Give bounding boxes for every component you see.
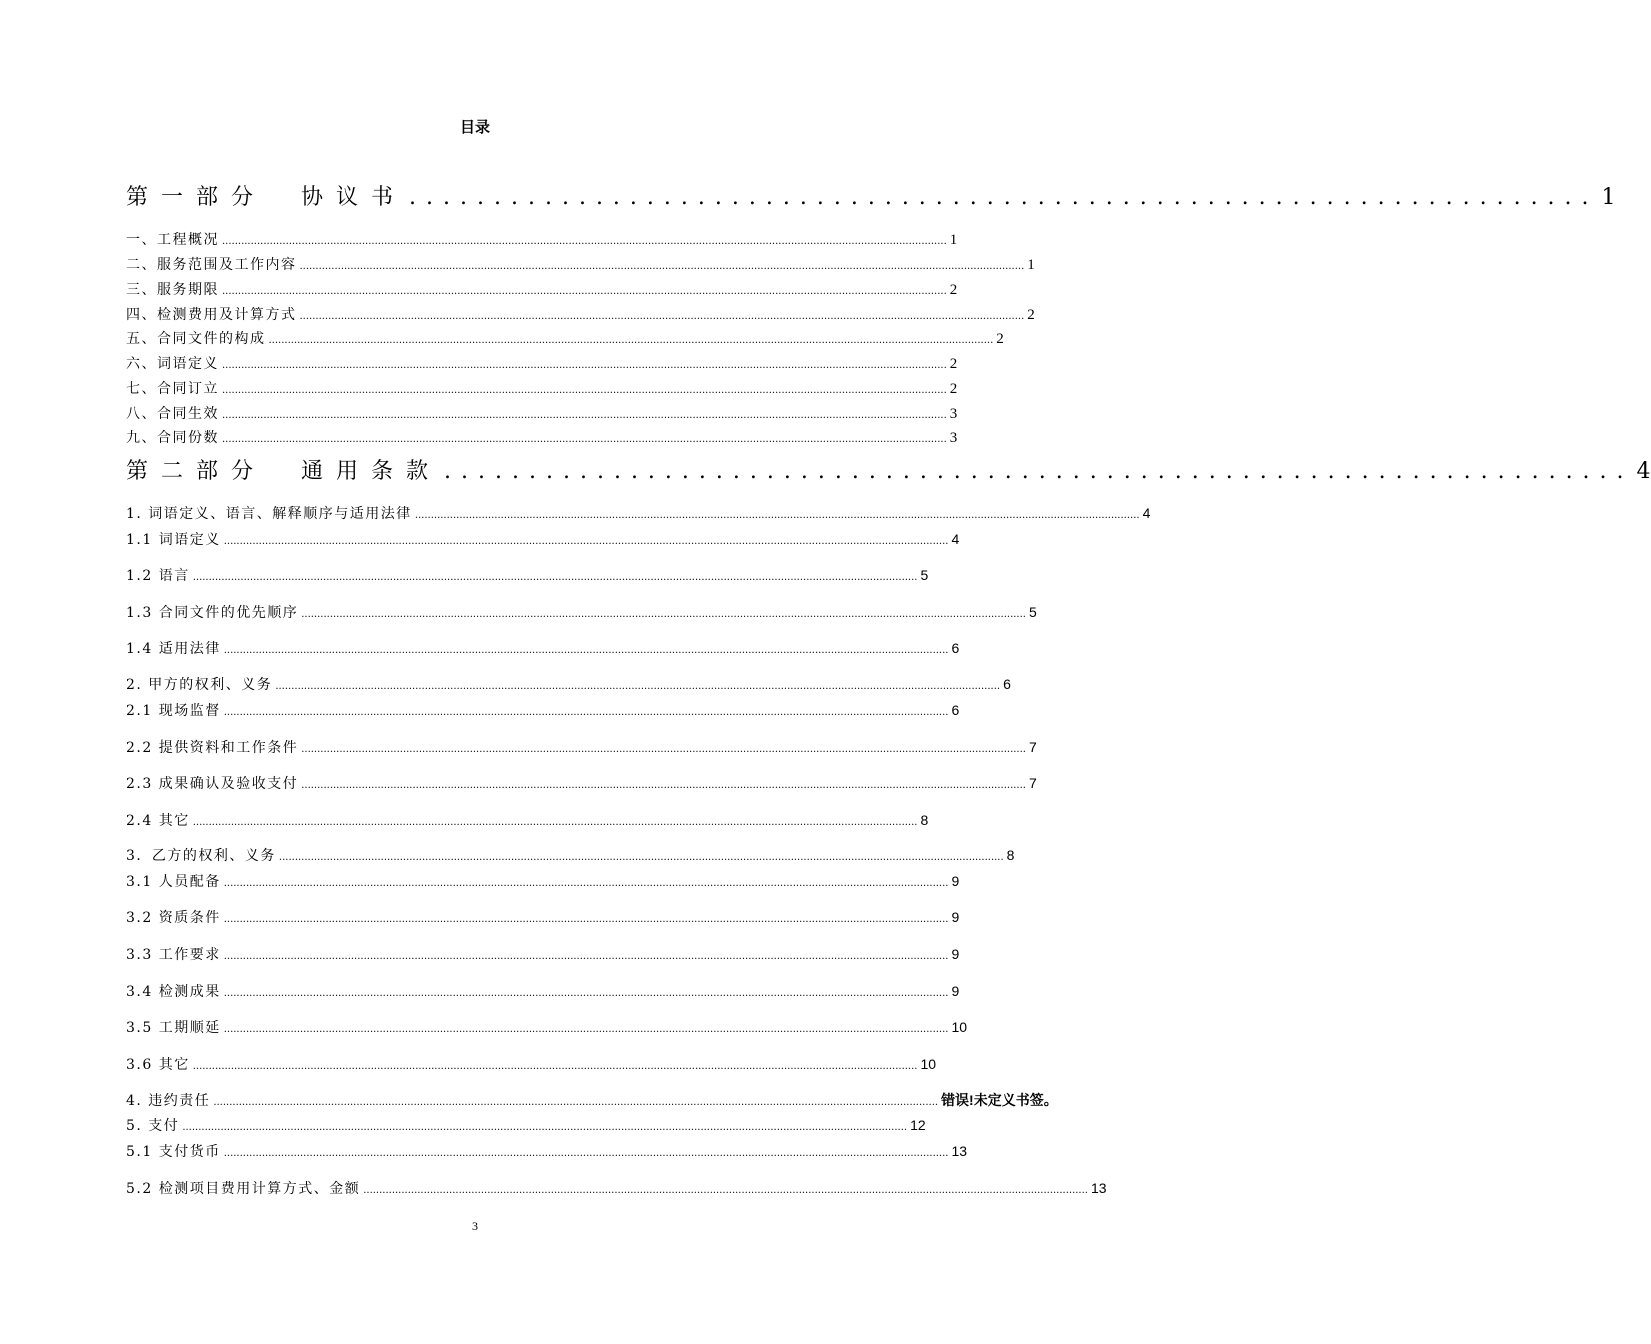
- toc-entry-page: 3: [949, 406, 958, 422]
- toc-entry[interactable]: [126, 229, 958, 249]
- toc-title: 目录: [459, 118, 490, 136]
- toc-entry[interactable]: [126, 529, 960, 549]
- toc-dot-leader: ....................................................................................................................................................................................................................................: [222, 360, 947, 371]
- toc-dot-leader: ....................................................................................................................................................................................................................................: [278, 852, 1004, 863]
- toc-part2-heading[interactable]: [126, 454, 1651, 485]
- toc-entry[interactable]: [126, 737, 1037, 757]
- toc-entry-label: 1. 词语定义、语言、解释顺序与适用法律: [126, 506, 412, 522]
- toc-entry-label: 4. 违约责任: [126, 1093, 211, 1109]
- toc-entry[interactable]: [126, 403, 958, 423]
- toc-entry-label: 1.3 合同文件的优先顺序: [126, 605, 299, 621]
- toc-entry-label: 5.1 支付货币: [126, 1144, 221, 1160]
- toc-entry-page: 1: [1027, 257, 1035, 273]
- toc-entry-label: 5. 支付: [126, 1118, 180, 1134]
- toc-entry-page: 7: [1028, 775, 1037, 791]
- toc-dot-leader: ....................................................................................................................................................................................................................................: [301, 780, 1026, 791]
- toc-dot-leader: ....................................................................................................................................................................................................................................: [223, 645, 949, 656]
- toc-entry[interactable]: [126, 602, 1037, 622]
- toc-entry-page: 9: [951, 909, 960, 925]
- toc-entry[interactable]: [126, 907, 960, 927]
- toc-entry-label: 七、合同订立: [126, 381, 219, 397]
- toc-entry-label: 五、合同文件的构成: [126, 331, 266, 347]
- toc-entry[interactable]: [126, 845, 1015, 865]
- toc-entry-page: 2: [949, 282, 958, 298]
- toc-part2-label: 第二部分 通用条款: [126, 459, 442, 484]
- toc-entry-label: 四、检测费用及计算方式: [126, 307, 297, 323]
- toc-entry[interactable]: [126, 871, 960, 891]
- toc-dot-leader: ....................................................................................................................................................................................................................................: [275, 681, 1001, 692]
- toc-entry-label: 3.6 其它: [126, 1057, 190, 1073]
- toc-entry[interactable]: [126, 674, 1011, 694]
- toc-entry-page: 7: [1028, 739, 1037, 755]
- toc-entry-label: 3.5 工期顺延: [126, 1020, 221, 1036]
- toc-dot-leader: ....................................................................................................................................................................................................................................: [223, 1024, 949, 1035]
- toc-dot-leader: ....................................................................................................................................................................................................................................: [222, 236, 947, 247]
- toc-entry-label: 3．乙方的权利、义务: [126, 848, 276, 864]
- toc-dot-leader: ....................................................................................................................................................................................................................................: [222, 410, 947, 421]
- toc-entry-page: 10: [920, 1056, 937, 1072]
- toc-entry[interactable]: [126, 1054, 937, 1074]
- toc-dot-leader: ....................................................................................................................................................................................................................................: [223, 988, 949, 999]
- toc-dot-leader: ....................................................................................................................................................................................................................................: [223, 536, 949, 547]
- toc-entry-label: 1.4 适用法律: [126, 641, 221, 657]
- toc-entry-page: 2: [949, 381, 958, 397]
- toc-entry-label: 一、工程概况: [126, 232, 219, 248]
- toc-entry-label: 2.3 成果确认及验收支付: [126, 776, 299, 792]
- toc-entry-page: 2: [949, 356, 958, 372]
- toc-entry[interactable]: [126, 1090, 1058, 1110]
- toc-entry[interactable]: [126, 981, 960, 1001]
- toc-entry-page: 6: [951, 702, 960, 718]
- toc-part2-page: 4: [1636, 459, 1651, 484]
- toc-entry-label: 2.2 提供资料和工作条件: [126, 740, 299, 756]
- toc-dot-leader: ......................................................................: [409, 185, 1599, 210]
- toc-dot-leader: ....................................................................................................................................................................................................................................: [268, 335, 994, 346]
- toc-entry-page: 9: [951, 946, 960, 962]
- toc-dot-leader: ....................................................................................................................................................................................................................................: [192, 572, 918, 583]
- toc-entry-page: 5: [920, 567, 929, 583]
- toc-dot-leader: ....................................................................................................................................................................................................................................: [223, 1148, 949, 1159]
- toc-entry-page: 2: [1027, 307, 1035, 323]
- toc-entry[interactable]: [126, 810, 929, 830]
- toc-dot-leader: ....................................................................................................................................................................................................................................: [363, 1185, 1088, 1196]
- toc-entry-page: 10: [951, 1019, 968, 1035]
- toc-entry[interactable]: [126, 279, 958, 299]
- toc-dot-leader: ....................................................................................................................................................................................................................................: [192, 1061, 918, 1072]
- page-number-footer: 3: [472, 1219, 478, 1233]
- toc-entry-page: 9: [951, 983, 960, 999]
- toc-entry-page: 8: [1006, 847, 1015, 863]
- toc-dot-leader: ....................................................................................................................................................................................................................................: [301, 744, 1026, 755]
- toc-entry-label: 3.2 资质条件: [126, 910, 221, 926]
- toc-entry-label: 1.2 语言: [126, 568, 190, 584]
- toc-dot-leader: ....................................................................................................................................................................................................................................: [222, 434, 947, 445]
- toc-entry-page: 4: [1142, 505, 1151, 521]
- toc-entry-label: 5.2 检测项目费用计算方式、金额: [126, 1181, 361, 1197]
- toc-part1-page: 1: [1601, 185, 1616, 210]
- toc-dot-leader: ....................................................................................................................................................................................................................................: [299, 311, 1025, 322]
- toc-entry-label: 3.1 人员配备: [126, 874, 221, 890]
- toc-entry-label: 八、合同生效: [126, 406, 219, 422]
- toc-entry[interactable]: [126, 1115, 926, 1135]
- toc-dot-leader: ....................................................................................................................................................................................................................................: [222, 286, 947, 297]
- toc-entry[interactable]: [126, 353, 958, 373]
- toc-dot-leader: ....................................................................................................................................................................................................................................: [223, 914, 949, 925]
- toc-dot-leader: ....................................................................................................................................................................................................................................: [182, 1122, 908, 1133]
- toc-dot-leader: ....................................................................................................................................................................................................................................: [223, 878, 949, 889]
- toc-entry[interactable]: [126, 638, 960, 658]
- toc-entry-label: 九、合同份数: [126, 430, 219, 446]
- toc-dot-leader: ....................................................................................................................................................................................................................................: [192, 817, 918, 828]
- toc-entry-label: 3.3 工作要求: [126, 947, 221, 963]
- toc-entry[interactable]: [126, 773, 1037, 793]
- toc-entry-page: 3: [949, 430, 958, 446]
- toc-entry-page: 2: [996, 331, 1004, 347]
- toc-entry[interactable]: [126, 328, 1004, 348]
- toc-entry[interactable]: [126, 1178, 1107, 1198]
- toc-entry[interactable]: [126, 378, 958, 398]
- toc-entry[interactable]: [126, 427, 958, 447]
- toc-part1-label: 第一部分 协议书: [126, 185, 407, 210]
- toc-entry-label: 二、服务范围及工作内容: [126, 257, 297, 273]
- toc-entry[interactable]: [126, 944, 960, 964]
- toc-entry-label: 3.4 检测成果: [126, 984, 221, 1000]
- toc-entry-page: 1: [949, 232, 958, 248]
- toc-entry-page: 13: [951, 1143, 968, 1159]
- toc-entry-label: 2.1 现场监督: [126, 703, 221, 719]
- toc-dot-leader: ....................................................................................................................................................................................................................................: [301, 609, 1026, 620]
- toc-dot-leader: ....................................................................................................................................................................................................................................: [213, 1097, 939, 1108]
- toc-dot-leader: ....................................................................................................................................................................................................................................: [223, 707, 949, 718]
- toc-entry-label: 六、词语定义: [126, 356, 219, 372]
- toc-entry-page: 8: [920, 812, 929, 828]
- toc-entry[interactable]: [126, 1017, 968, 1037]
- toc-dot-leader: ......................................................................: [444, 459, 1634, 484]
- toc-entry-page: 13: [1090, 1180, 1107, 1196]
- toc-entry-page-error: 错误!未定义书签。: [941, 1092, 1058, 1108]
- toc-entry[interactable]: [126, 700, 960, 720]
- toc-entry[interactable]: [126, 503, 1151, 523]
- toc-dot-leader: ....................................................................................................................................................................................................................................: [223, 951, 949, 962]
- toc-entry-label: 1.1 词语定义: [126, 532, 221, 548]
- toc-entry-label: 三、服务期限: [126, 282, 219, 298]
- toc-entry-page: 9: [951, 873, 960, 889]
- toc-entry[interactable]: [126, 1141, 968, 1161]
- toc-part1-heading[interactable]: [126, 180, 1616, 211]
- toc-entry-label: 2.4 其它: [126, 813, 190, 829]
- toc-entry-page: 6: [951, 640, 960, 656]
- toc-entry-page: 6: [1003, 676, 1011, 692]
- toc-dot-leader: ....................................................................................................................................................................................................................................: [414, 510, 1140, 521]
- toc-entry-label: 2. 甲方的权利、义务: [126, 677, 273, 693]
- toc-entry-page: 5: [1028, 604, 1037, 620]
- toc-dot-leader: ....................................................................................................................................................................................................................................: [222, 385, 947, 396]
- toc-entry-page: 4: [951, 531, 960, 547]
- toc-entry[interactable]: [126, 254, 1035, 274]
- toc-dot-leader: ....................................................................................................................................................................................................................................: [299, 261, 1025, 272]
- toc-entry-page: 12: [910, 1117, 926, 1133]
- toc-entry[interactable]: [126, 304, 1035, 324]
- toc-entry[interactable]: [126, 565, 929, 585]
